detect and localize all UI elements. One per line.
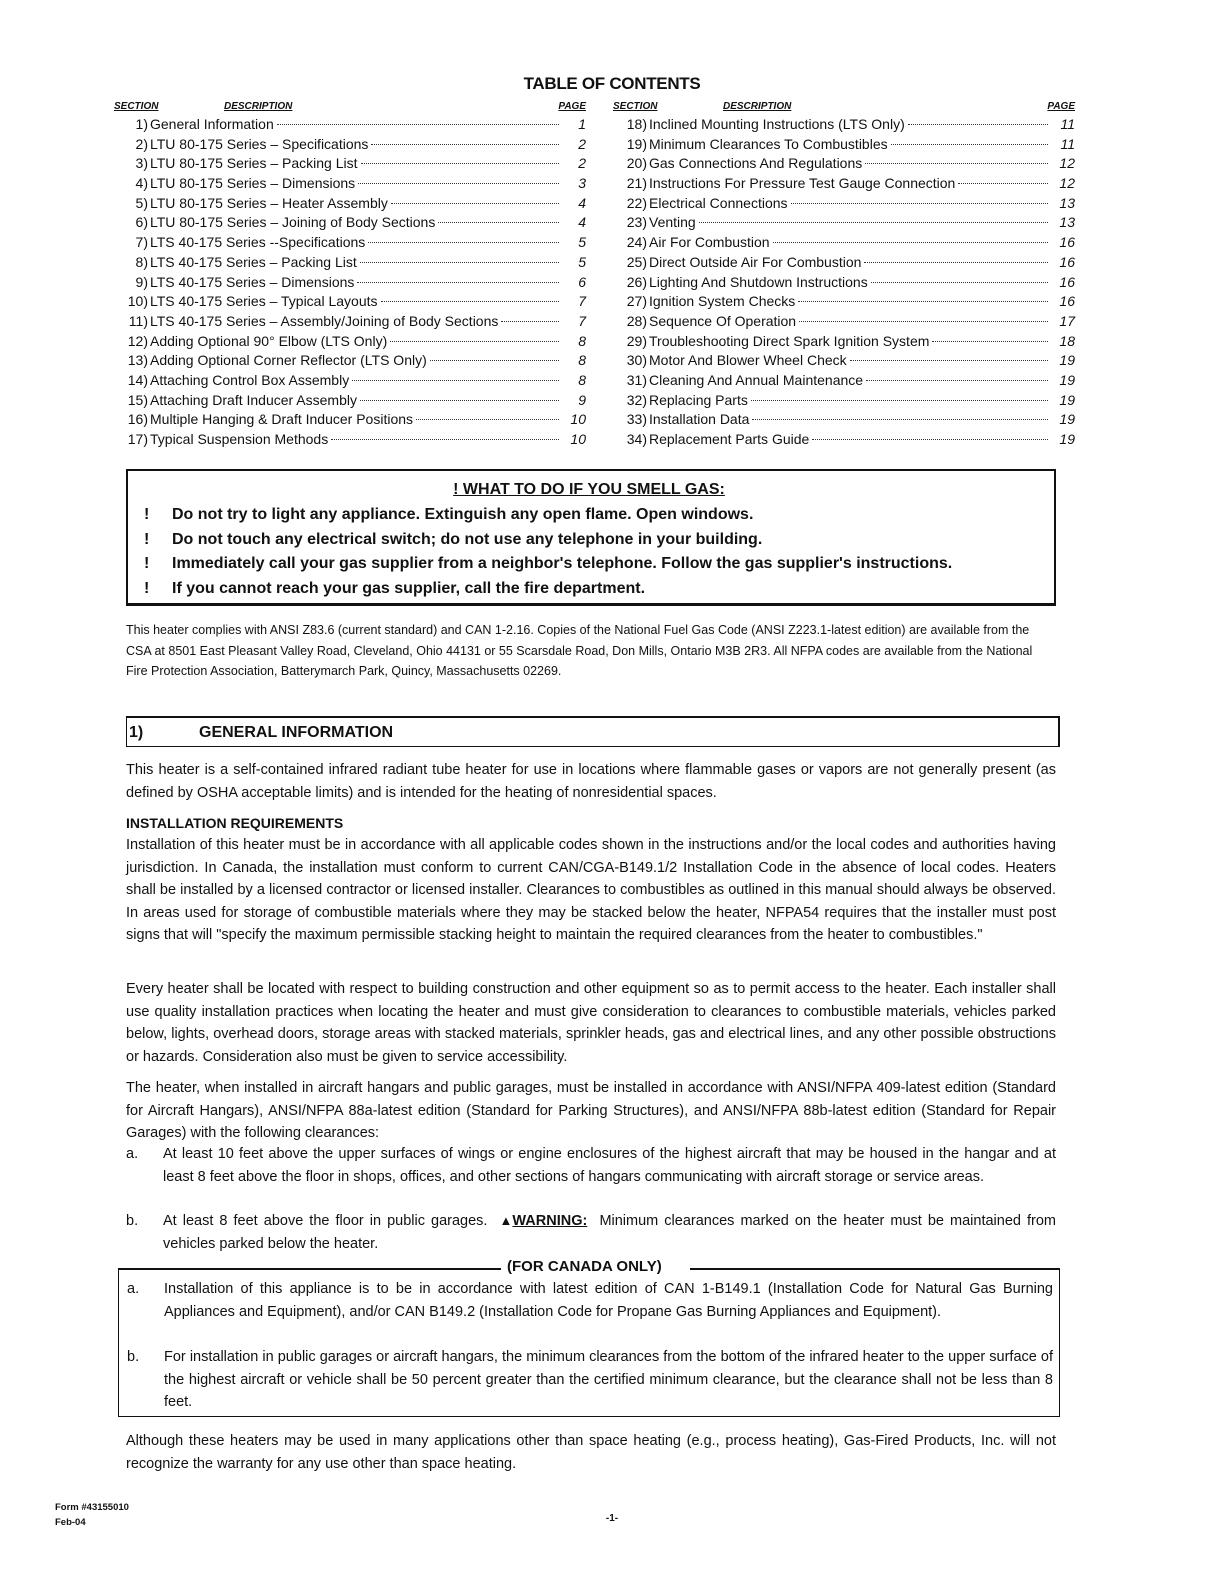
toc-leader-dots — [331, 439, 559, 440]
canada-heading-rule — [690, 1268, 1060, 1270]
list-text: For installation in public garages or aircraft hangars, the minimum clearances from the bottom of the infrared heater to the upper surface of the highest aircraft or vehicle shall be 50 percent greater than the certified minimum clearance, but the clearance shall not be less than 8 feet. — [164, 1349, 1053, 1410]
toc-left-column — [114, 101, 586, 451]
toc-entry-page: 1 — [578, 116, 586, 132]
toc-entry-number: 10) — [127, 293, 148, 310]
toc-entry-page: 16 — [1059, 293, 1075, 310]
toc-entry — [613, 136, 1075, 156]
toc-entry — [114, 234, 586, 254]
toc-header-section: SECTION — [613, 101, 658, 112]
toc-leader-dots — [360, 400, 559, 401]
toc-leader-dots — [850, 360, 1048, 361]
toc-entry-number: 33) — [626, 411, 647, 428]
toc-leader-dots — [358, 183, 559, 184]
toc-entry — [613, 372, 1075, 392]
toc-entry — [613, 352, 1075, 372]
toc-leader-dots — [699, 222, 1048, 223]
toc-leader-dots — [864, 262, 1048, 263]
toc-entry-number: 16) — [127, 411, 148, 428]
list-label: a. — [127, 1281, 140, 1297]
toc-title: TABLE OF CONTENTS — [523, 74, 701, 93]
toc-leader-dots — [391, 203, 559, 204]
toc-entry — [114, 392, 586, 412]
toc-entry-page: 19 — [1059, 411, 1075, 428]
toc-entry-page: 18 — [1059, 332, 1075, 349]
toc-entry-number: 18) — [626, 116, 647, 132]
toc-entry — [114, 136, 586, 156]
toc-leader-dots — [791, 203, 1048, 204]
toc-entry — [613, 116, 1075, 136]
item-b-post-text: Minimum clearances marked on the heater must be maintained from vehicles parked below the heater. — [163, 1213, 1056, 1252]
compliance-paragraph: This heater complies with ANSI Z83.6 (current standard) and CAN 1-2.16. Copies of the National Fuel Gas Code (ANSI Z223.1-latest edition) are available from the CSA at 8501 East Pleasant Valley Road, Cleveland, Ohio 44131 or 55 Scarsdale Road, Don Mills, Ontario M3B 2R3. All NFPA codes are available from the National Fire Protection Association, Batterymarch Park, Quincy, Massachusetts 02269. — [126, 623, 1033, 678]
toc-entry-page: 4 — [578, 214, 586, 231]
section-number: 1) — [129, 724, 144, 741]
toc-entry-page: 9 — [578, 391, 586, 408]
toc-entry — [114, 352, 586, 372]
toc-entry-page: 6 — [578, 273, 586, 290]
toc-leader-dots — [773, 242, 1048, 243]
toc-leader-dots — [958, 183, 1048, 184]
gas-warning-line — [144, 503, 1034, 528]
gas-warning-line — [144, 528, 1034, 553]
toc-entry-number: 17) — [127, 431, 148, 447]
toc-entry-number: 13) — [127, 352, 148, 369]
toc-entry-description: Inclined Mounting Instructions (LTS Only) — [649, 116, 905, 132]
section-header-box — [126, 716, 1060, 747]
toc-entry-page: 11 — [1060, 135, 1075, 152]
toc-entry — [114, 155, 586, 175]
toc-entry-number: 22) — [626, 194, 647, 211]
toc-entry-description: Sequence Of Operation — [649, 312, 797, 329]
toc-leader-dots — [360, 262, 559, 263]
warning-triangle-icon: ▲ — [499, 1213, 513, 1228]
toc-entry-description: Instructions For Pressure Test Gauge Connection — [649, 175, 956, 192]
gas-warning-line — [144, 552, 1034, 577]
toc-leader-dots — [871, 282, 1048, 283]
toc-leader-dots — [751, 400, 1048, 401]
toc-entry-number: 9) — [135, 273, 148, 290]
toc-leader-dots — [277, 124, 559, 125]
toc-entry-page: 19 — [1059, 391, 1075, 408]
toc-entry-description: LTS 40-175 Series – Typical Layouts — [150, 293, 378, 310]
toc-header-description: DESCRIPTION — [224, 101, 293, 112]
toc-leader-dots — [430, 360, 559, 361]
toc-entry-page: 7 — [578, 312, 586, 329]
toc-entry-description: LTS 40-175 Series – Dimensions — [150, 273, 355, 290]
list-text — [163, 1210, 1056, 1255]
exclamation-icon: ! — [144, 579, 150, 597]
toc-entry-description: Installation Data — [649, 411, 750, 428]
toc-entry-description: Air For Combustion — [649, 234, 770, 251]
toc-entry-number: 5) — [135, 194, 148, 211]
toc-entry-description: Replacing Parts — [649, 391, 748, 408]
toc-leader-dots — [352, 380, 559, 381]
exclamation-icon: ! — [144, 530, 150, 548]
toc-entry-description: Motor And Blower Wheel Check — [649, 352, 847, 369]
toc-entry — [613, 195, 1075, 215]
toc-header — [114, 101, 586, 116]
toc-entry-page: 19 — [1059, 431, 1075, 447]
toc-entry-page: 3 — [578, 175, 586, 192]
toc-entry-page: 12 — [1059, 175, 1075, 192]
toc-entry-page: 8 — [578, 371, 586, 388]
toc-entry-page: 10 — [570, 411, 586, 428]
toc-entry — [114, 214, 586, 234]
location-paragraph: Every heater shall be located with respect to building construction and other equipment so as to permit access to the heater. Each installer shall use quality installation practices when locating the heater and must give consideration to clearances to combustible materials, vehicles parked below, lights, overhead doors, storage areas with stacked materials, sprinkler heads, gas and electrical lines, and any other possible obstructions or hazards. Consideration also must be given to service accessibility. — [126, 981, 1056, 1065]
toc-entry — [613, 333, 1075, 353]
toc-entry — [613, 234, 1075, 254]
toc-leader-dots — [357, 282, 559, 283]
toc-entry-description: LTU 80-175 Series – Heater Assembly — [150, 194, 388, 211]
toc-entry-description: Replacement Parts Guide — [649, 431, 810, 447]
toc-entry-number: 1) — [135, 116, 148, 132]
toc-entry-number: 28) — [626, 312, 647, 329]
toc-entry-number: 6) — [135, 214, 148, 231]
toc-entry-number: 23) — [626, 214, 647, 231]
toc-entry-number: 26) — [626, 273, 647, 290]
toc-entry-page: 17 — [1059, 312, 1075, 329]
toc-entry-number: 20) — [626, 155, 647, 172]
toc-entry-number: 15) — [127, 391, 148, 408]
canada-item-b — [127, 1346, 1053, 1414]
warning-label: WARNING: — [512, 1213, 588, 1229]
toc-entry-number: 2) — [135, 135, 148, 152]
section-header-rule — [127, 716, 1058, 718]
toc-header — [613, 101, 1075, 116]
toc-leader-dots — [381, 301, 560, 302]
form-date: Feb-04 — [55, 1517, 86, 1528]
section-title: GENERAL INFORMATION — [199, 724, 394, 741]
toc-entry-description: LTU 80-175 Series – Dimensions — [150, 175, 356, 192]
toc-entry-number: 4) — [135, 175, 148, 192]
toc-entry-description: Cleaning And Annual Maintenance — [649, 371, 864, 388]
toc-entry-description: LTU 80-175 Series – Joining of Body Sections — [150, 214, 436, 231]
toc-entry-description: LTU 80-175 Series – Packing List — [150, 155, 358, 172]
toc-entry-page: 10 — [570, 431, 586, 447]
toc-entry-description: General Information — [150, 116, 274, 132]
intro-paragraph: This heater is a self-contained infrared radiant tube heater for use in locations where flammable gases or vapors are not generally present (as defined by OSHA acceptable limits) and is intended for the heating of nonresidential spaces. — [126, 762, 1056, 801]
canada-heading: (FOR CANADA ONLY) — [501, 1258, 668, 1275]
toc-entry-number: 21) — [626, 175, 647, 192]
toc-entry-page: 11 — [1060, 116, 1075, 132]
toc-entry-page: 2 — [578, 135, 586, 152]
toc-entry — [613, 313, 1075, 333]
toc-entry-page: 12 — [1059, 155, 1075, 172]
toc-entry-page: 16 — [1059, 273, 1075, 290]
toc-leader-dots — [891, 144, 1048, 145]
toc-entry — [613, 274, 1075, 294]
toc-entry-description: Multiple Hanging & Draft Inducer Positions — [150, 411, 414, 428]
toc-entry — [613, 155, 1075, 175]
toc-entry-page: 4 — [578, 194, 586, 211]
toc-entry-description: Minimum Clearances To Combustibles — [649, 135, 888, 152]
gas-warning-text: Do not touch any electrical switch; do not use any telephone in your building. — [172, 530, 763, 548]
toc-entry-page: 5 — [578, 253, 586, 270]
toc-entry-number: 27) — [626, 293, 647, 310]
toc-entry — [613, 254, 1075, 274]
list-label: b. — [126, 1213, 139, 1229]
toc-entry-description: Gas Connections And Regulations — [649, 155, 863, 172]
toc-header-page: PAGE — [558, 101, 586, 112]
toc-leader-dots — [501, 321, 559, 322]
form-number: Form #43155010 — [55, 1502, 129, 1513]
toc-entry — [613, 175, 1075, 195]
clearance-item-a — [126, 1143, 1056, 1188]
toc-entry-number: 34) — [626, 431, 647, 447]
toc-entry-number: 30) — [626, 352, 647, 369]
toc-leader-dots — [812, 439, 1048, 440]
toc-entry — [114, 175, 586, 195]
toc-entry — [114, 195, 586, 215]
toc-entry-number: 12) — [127, 332, 148, 349]
toc-entry — [114, 116, 586, 136]
clearance-item-b — [126, 1210, 1056, 1255]
toc-entry-description: Typical Suspension Methods — [150, 431, 329, 447]
toc-entry — [613, 214, 1075, 234]
toc-leader-dots — [390, 341, 559, 342]
toc-leader-dots — [368, 242, 559, 243]
toc-entry-description: LTS 40-175 Series --Specifications — [150, 234, 366, 251]
page-number: -1- — [605, 1513, 619, 1524]
toc-entry — [114, 313, 586, 333]
toc-leader-dots — [361, 163, 559, 164]
toc-entry-page: 19 — [1059, 371, 1075, 388]
toc-header-description: DESCRIPTION — [723, 101, 792, 112]
toc-leader-dots — [866, 380, 1048, 381]
gas-warning-line — [144, 577, 1034, 602]
toc-entry-description: Ignition System Checks — [649, 293, 796, 310]
toc-entry-page: 16 — [1059, 234, 1075, 251]
toc-entry-description: Lighting And Shutdown Instructions — [649, 273, 868, 290]
toc-entry-page: 8 — [578, 332, 586, 349]
toc-entry-page: 13 — [1059, 214, 1075, 231]
toc-entry-description: Direct Outside Air For Combustion — [649, 253, 862, 270]
toc-entry-page: 5 — [578, 234, 586, 251]
toc-leader-dots — [908, 124, 1048, 125]
requirements-paragraph: Installation of this heater must be in accordance with all applicable codes shown in the instructions and/or the local codes and authorities having jurisdiction. In Canada, the installation must conform to current CAN/CGA-B149.1/2 Installation Code in the absence of local codes. Heaters shall be installed by a licensed contractor or licensed installer. Clearances to combustibles as outlined in this manual should always be observed. In areas used for storage of combustible materials where they may be stacked below the heater, NFPA54 requires that the installer must post signs that will "specify the maximum permissible stacking height to maintain the required clearances from the heater to combustibles." — [126, 837, 1056, 943]
toc-entry-description: LTU 80-175 Series – Specifications — [150, 135, 369, 152]
list-text: Installation of this appliance is to be in accordance with latest edition of CAN 1-B149.1 (Installation Code for Natural Gas Burning Appliances and Equipment), and/or CAN B149.2 (Installation Code for Propane Gas Burning Appliances and Equipment). — [164, 1281, 1053, 1320]
hangar-paragraph: The heater, when installed in aircraft hangars and public garages, must be installed in accordance with ANSI/NFPA 409-latest edition (Standard for Aircraft Hangars), ANSI/NFPA 88a-latest edition (Standard for Parking Structures), and ANSI/NFPA 88b-latest edition (Standard for Repair Garages) with the following clearances: — [126, 1080, 1056, 1141]
list-text: At least 10 feet above the upper surfaces of wings or engine enclosures of the highest aircraft that may be housed in the hangar and at least 8 feet above the floor in shops, offices, and other sections of hangars communicating with aircraft storage or service areas. — [163, 1146, 1056, 1185]
toc-entry-description: Adding Optional 90° Elbow (LTS Only) — [150, 332, 388, 349]
toc-leader-dots — [371, 144, 559, 145]
toc-entry-description: Troubleshooting Direct Spark Ignition System — [649, 332, 930, 349]
toc-leader-dots — [416, 419, 559, 420]
toc-entry-page: 16 — [1059, 253, 1075, 270]
toc-entry-page: 19 — [1059, 352, 1075, 369]
toc-entry-number: 31) — [626, 371, 647, 388]
toc-entry-number: 8) — [135, 253, 148, 270]
warranty-paragraph: Although these heaters may be used in many applications other than space heating (e.g., process heating), Gas-Fired Products, Inc. will not recognize the warranty for any use other than space heating. — [126, 1433, 1056, 1472]
toc-entry-number: 25) — [626, 253, 647, 270]
toc-entry-number: 7) — [135, 234, 148, 251]
toc-leader-dots — [438, 222, 559, 223]
list-label: b. — [127, 1349, 140, 1365]
canada-only-box — [118, 1268, 1060, 1417]
toc-entry — [613, 293, 1075, 313]
gas-warning-title: ! WHAT TO DO IF YOU SMELL GAS: — [453, 481, 725, 498]
canada-item-a — [127, 1278, 1053, 1323]
toc-entry-description: Venting — [649, 214, 696, 231]
toc-entry — [114, 372, 586, 392]
toc-entry-number: 19) — [626, 135, 647, 152]
toc-entry-description: Electrical Connections — [649, 194, 788, 211]
toc-right-rows — [613, 116, 1075, 451]
toc-entry-number: 29) — [626, 332, 647, 349]
toc-leader-dots — [865, 163, 1048, 164]
toc-entry-description: Adding Optional Corner Reflector (LTS Only) — [150, 352, 427, 369]
gas-warning-text: Immediately call your gas supplier from a neighbor's telephone. Follow the gas supplier's instructions. — [172, 555, 953, 573]
toc-entry — [613, 431, 1075, 451]
toc-entry-number: 14) — [127, 371, 148, 388]
toc-entry — [114, 411, 586, 431]
toc-header-section: SECTION — [114, 101, 159, 112]
toc-leader-dots — [752, 419, 1048, 420]
canada-heading-row — [0, 1257, 1224, 1279]
toc-leader-dots — [932, 341, 1048, 342]
toc-entry-number: 24) — [626, 234, 647, 251]
list-label: a. — [126, 1146, 139, 1162]
toc-entry — [613, 411, 1075, 431]
toc-left-rows — [114, 116, 586, 451]
gas-warning-text: If you cannot reach your gas supplier, call the fire department. — [172, 579, 646, 597]
toc-entry-page: 7 — [578, 293, 586, 310]
gas-warning-text: Do not try to light any appliance. Extinguish any open flame. Open windows. — [172, 506, 754, 524]
toc-entry-number: 11) — [128, 312, 148, 329]
toc-header-page: PAGE — [1047, 101, 1075, 112]
toc-leader-dots — [798, 301, 1048, 302]
item-b-pre-text: At least 8 feet above the floor in public garages. — [163, 1213, 488, 1229]
toc-entry — [613, 392, 1075, 412]
exclamation-icon: ! — [144, 555, 150, 573]
toc-entry-description: LTS 40-175 Series – Packing List — [150, 253, 357, 270]
toc-leader-dots — [799, 321, 1048, 322]
gas-warning-box — [126, 469, 1056, 606]
toc-entry-page: 2 — [578, 155, 586, 172]
toc-entry — [114, 254, 586, 274]
toc-entry — [114, 293, 586, 313]
toc-entry-number: 3) — [135, 155, 148, 172]
toc-entry — [114, 333, 586, 353]
toc-entry-description: LTS 40-175 Series – Assembly/Joining of Body Sections — [150, 312, 499, 329]
toc-entry-page: 13 — [1059, 194, 1075, 211]
toc-entry — [114, 274, 586, 294]
toc-entry-description: Attaching Draft Inducer Assembly — [150, 391, 357, 408]
toc-right-column — [613, 101, 1075, 451]
toc-entry-description: Attaching Control Box Assembly — [150, 371, 350, 388]
toc-entry-page: 8 — [578, 352, 586, 369]
exclamation-icon: ! — [144, 506, 150, 524]
toc-entry-number: 32) — [626, 391, 647, 408]
toc-entry — [114, 431, 586, 451]
installation-requirements-heading: INSTALLATION REQUIREMENTS — [126, 815, 344, 831]
